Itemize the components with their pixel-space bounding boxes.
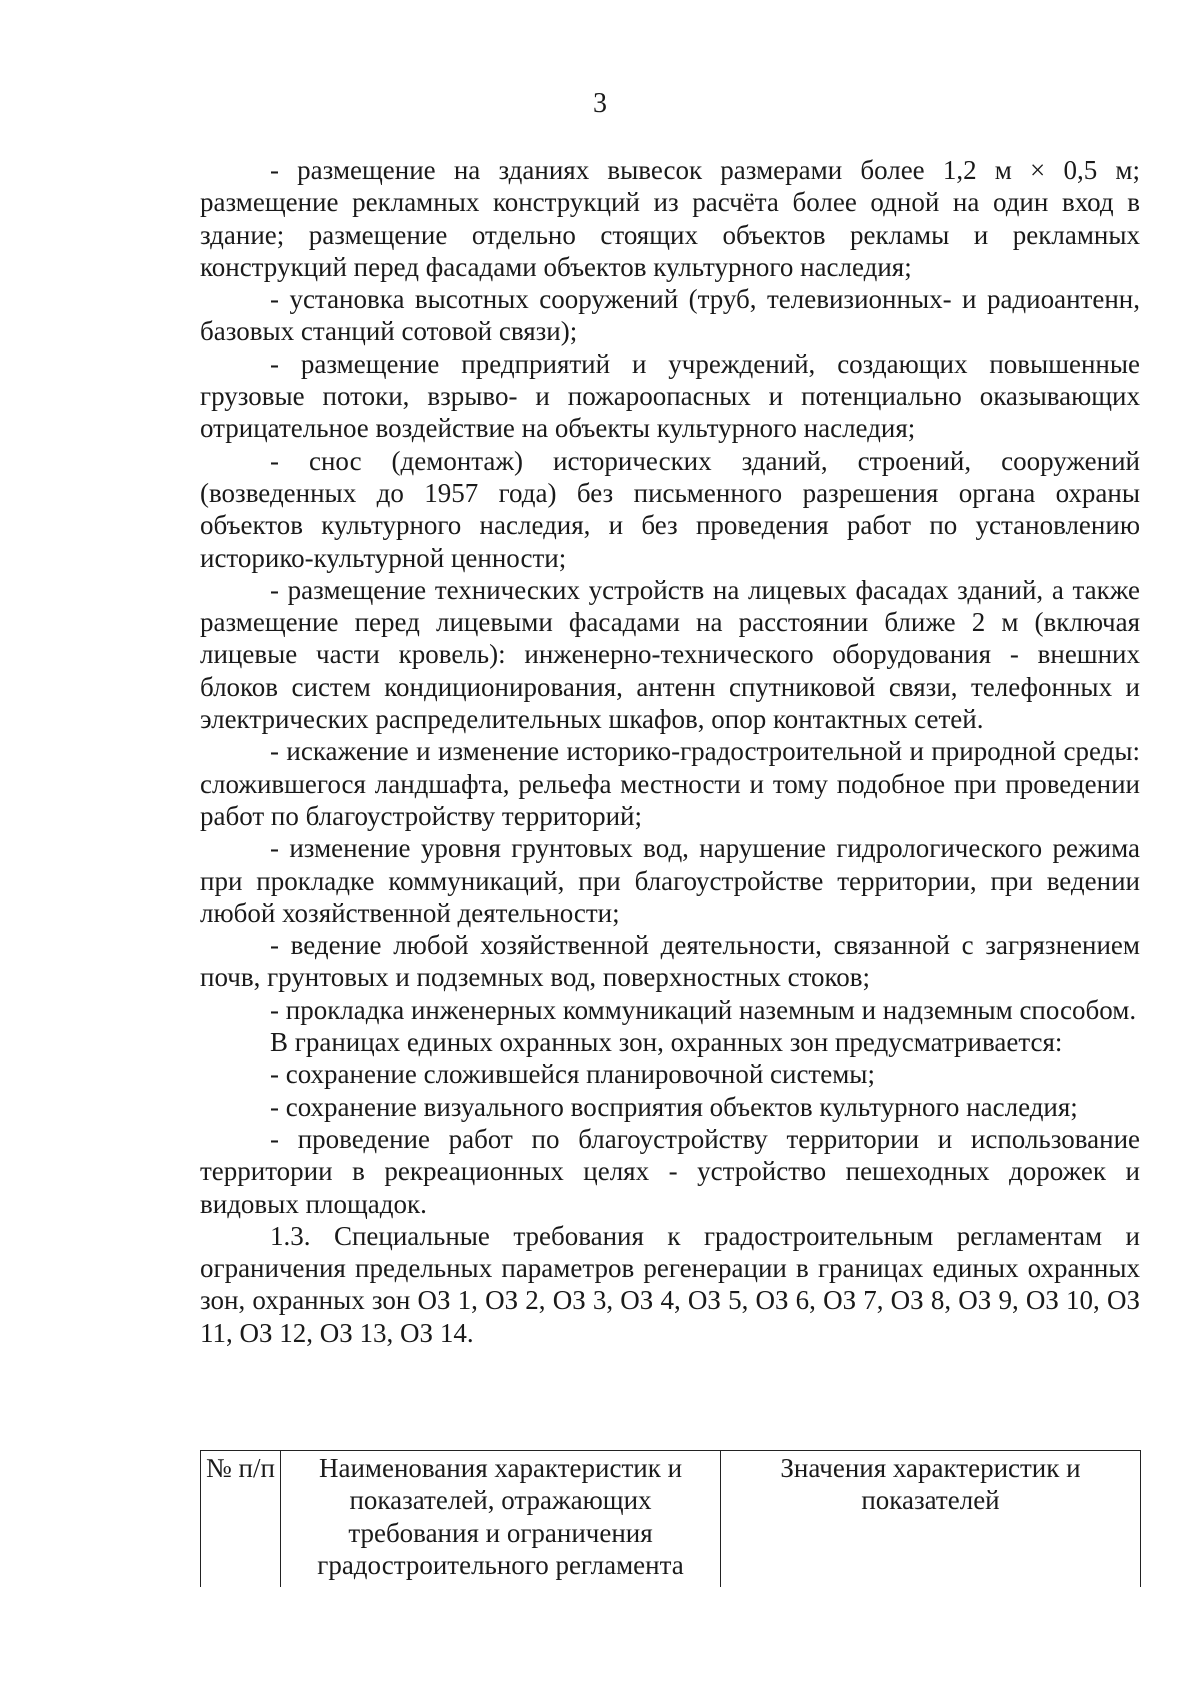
paragraph-visual-perception: - сохранение визуального восприятия объектов культурного наследия; bbox=[270, 1091, 1078, 1122]
header-number: № п/п bbox=[201, 1451, 281, 1588]
header-characteristic-values: Значения характеристик и показателей bbox=[721, 1451, 1141, 1588]
paragraph-environment-distortion: - искажение и изменение историко-градостроительной и природной среды: сложившегося ландшафта, рельефа местности и тому подобное при проведении работ по благоустройству территорий; bbox=[200, 736, 1140, 831]
paragraph-enterprises: - размещение предприятий и учреждений, создающих повышенные грузовые потоки, взрыво- и пожароопасных и потенциально оказывающих отрицательное воздействие на объекты культурного наследия; bbox=[200, 348, 1140, 444]
paragraph-zones-intro: В границах единых охранных зон, охранных зон предусматривается: bbox=[270, 1027, 1063, 1058]
regulations-table bbox=[200, 1450, 1141, 1587]
paragraph-signage: - размещение на зданиях вывесок размерами более 1,2 м × 0,5 м; размещение рекламных конструкций из расчёта более одной на один вход в здание; размещение отдельно стоящих объектов рекламы и рекламных конструкций перед фасадами объектов культурного наследия; bbox=[200, 155, 1140, 282]
paragraph-planning-system: - сохранение сложившейся планировочной системы; bbox=[270, 1059, 875, 1090]
paragraph-groundwater: - изменение уровня грунтовых вод, нарушение гидрологического режима при прокладке коммуникаций, при благоустройстве территории, при ведении любой хозяйственной деятельности; bbox=[200, 833, 1140, 928]
document-body bbox=[200, 154, 1140, 1349]
paragraph-technical-devices: - размещение технических устройств на лицевых фасадах зданий, а также размещение перед лицевыми фасадами на расстоянии ближе 2 м (включая лицевые части кровель): инженерно-технического оборудования - внешних блоков систем кондиционирования, антенн спутниковой связи, телефонных и электрических распределительных шкафов, опор контактных сетей. bbox=[200, 574, 1140, 735]
table-header-row bbox=[201, 1451, 1141, 1588]
paragraph-utilities: - прокладка инженерных коммуникаций наземным и надземным способом. bbox=[270, 994, 1137, 1025]
header-characteristic-names: Наименования характеристик и показателей, отражающих требования и ограничения градостроительного регламента bbox=[281, 1451, 721, 1588]
paragraph-high-structures: - установка высотных сооружений (труб, телевизионных- и радиоантенн, базовых станций сотовой связи); bbox=[200, 284, 1140, 347]
paragraph-section-1-3: 1.3. Специальные требования к градостроительным регламентам и ограничения предельных параметров регенерации в границах единых охранных зон, охранных зон ОЗ 1, ОЗ 2, ОЗ 3, ОЗ 4, ОЗ 5, ОЗ 6, ОЗ 7, ОЗ 8, ОЗ 9, ОЗ 10, ОЗ 11, ОЗ 12, ОЗ 13, ОЗ 14. bbox=[200, 1220, 1140, 1348]
paragraph-demolition: - снос (демонтаж) исторических зданий, строений, сооружений (возведенных до 1957 года) без письменного разрешения органа охраны объектов культурного наследия, и без проведения работ по установлению историко-культурной ценности; bbox=[200, 445, 1140, 573]
paragraph-pollution: - ведение любой хозяйственной деятельности, связанной с загрязнением почв, грунтовых и подземных вод, поверхностных стоков; bbox=[200, 930, 1140, 993]
page-number: 3 bbox=[593, 88, 607, 119]
paragraph-landscaping: - проведение работ по благоустройству территории и использование территории в рекреационных целях - устройство пешеходных дорожек и видовых площадок. bbox=[200, 1123, 1140, 1219]
